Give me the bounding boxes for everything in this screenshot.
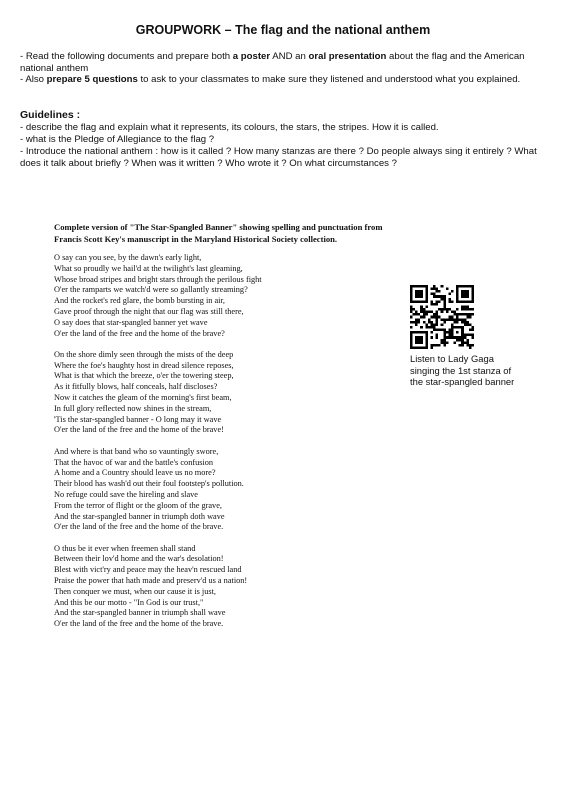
poem-line: Their blood has wash'd out their foul footstep's pollution. [54,479,244,489]
poem-line: Now it catches the gleam of the morning's first beam, [54,393,232,403]
poem-heading: Complete version of "The Star-Spangled Banner" showing spelling and punctuation from Francis Scott Key's manuscript in the Maryland Historical Society collection. [54,222,383,244]
qr-code-icon[interactable] [410,285,474,349]
intro-bold-oral: oral presentation [308,51,387,62]
poem-line: O'er the ramparts we watch'd were so gallantly streaming? [54,285,248,295]
intro-bold-poster: a poster [232,51,271,62]
page-title: GROUPWORK – The flag and the national anthem [135,23,431,37]
guidelines-heading: Guidelines : [20,109,81,121]
intro-text: about the flag and the American national anthem [20,51,525,74]
poem-line: As it fitfully blows, half conceals, half discloses? [54,382,218,392]
poem-line: O'er the land of the free and the home of the brave. [54,522,224,532]
poem-line: And the star-spangled banner in triumph doth wave [54,511,225,521]
intro-text: AND an [270,51,309,62]
poem-line: That the havoc of war and the battle's confusion [54,457,214,467]
intro-bold-questions: prepare 5 questions [46,74,138,85]
poem-stanzas [54,253,384,641]
poem-line: O say can you see, by the dawn's early light, [54,253,202,262]
poem-stanza [54,253,384,339]
poem-line: Blest with vict'ry and peace may the heav'n rescued land [54,565,242,575]
guideline-item: - Introduce the national anthem : how is it called ? How many stanzas are there ? Do people always sing it entirely ? What does it talk about briefly ? When was it written ? Who wrote it ? On what circumstances ? [20,146,537,169]
poem-line: Gave proof through the night that our flag was still there, [54,306,244,316]
poem-line: What so proudly we hail'd at the twilight's last gleaming, [54,263,243,273]
poem-line: Praise the power that hath made and preserv'd us a nation! [54,576,248,586]
poem-line: And the rocket's red glare, the bomb bursting in air, [54,296,225,306]
intro-text: - Read the following documents and prepare both [20,51,233,62]
poem-line: 'Tis the star-spangled banner - O long may it wave [54,414,222,424]
poem-line: Between their lov'd home and the war's desolation! [54,554,224,564]
poem-line: And this be our motto - "In God is our trust," [54,597,204,607]
guideline-item: - describe the flag and explain what it represents, its colours, the stars, the stripes. How it is called. [20,122,439,133]
poem-line: O'er the land of the free and the home of the brave! [54,425,224,435]
poem-line: Then conquer we must, when our cause it is just, [54,586,216,596]
poem-line: And the star-spangled banner in triumph shall wave [54,608,226,618]
poem-line: A home and a Country should leave us no more? [54,468,216,478]
intro-line-2 [20,74,550,86]
poem-line: From the terror of flight or the gloom of the grave, [54,500,222,510]
poem-line: In full glory reflected now shines in the stream, [54,403,212,413]
poem-line: O say does that star-spangled banner yet wave [54,317,208,327]
poem-line: What is that which the breeze, o'er the towering steep, [54,371,234,381]
intro-line-1 [20,51,550,75]
poem-line: No refuge could save the hireling and slave [54,489,198,499]
qr-caption: Listen to Lady Gaga singing the 1st stanza of the star-spangled banner [410,353,515,387]
intro-text: to ask to your classmates to make sure they listened and understood what you explained. [137,74,521,85]
poem-line: Whose broad stripes and bright stars through the perilous fight [54,274,262,284]
poem-line: On the shore dimly seen through the mists of the deep [54,349,234,359]
qr-code-graphic [410,285,474,349]
poem-line: Where the foe's haughty host in dread silence reposes, [54,360,234,370]
poem-stanza [54,544,384,630]
poem-line: O thus be it ever when freemen shall stand [54,543,196,553]
poem-line: O'er the land of the free and the home of the brave. [54,619,224,629]
poem-line: O'er the land of the free and the home of the brave? [54,328,225,338]
guideline-item: - what is the Pledge of Allegiance to the flag ? [20,134,215,145]
poem-line: And where is that band who so vauntingly swore, [54,446,219,456]
intro-text: - Also [20,74,47,85]
poem-stanza [54,350,384,436]
poem-stanza [54,447,384,533]
